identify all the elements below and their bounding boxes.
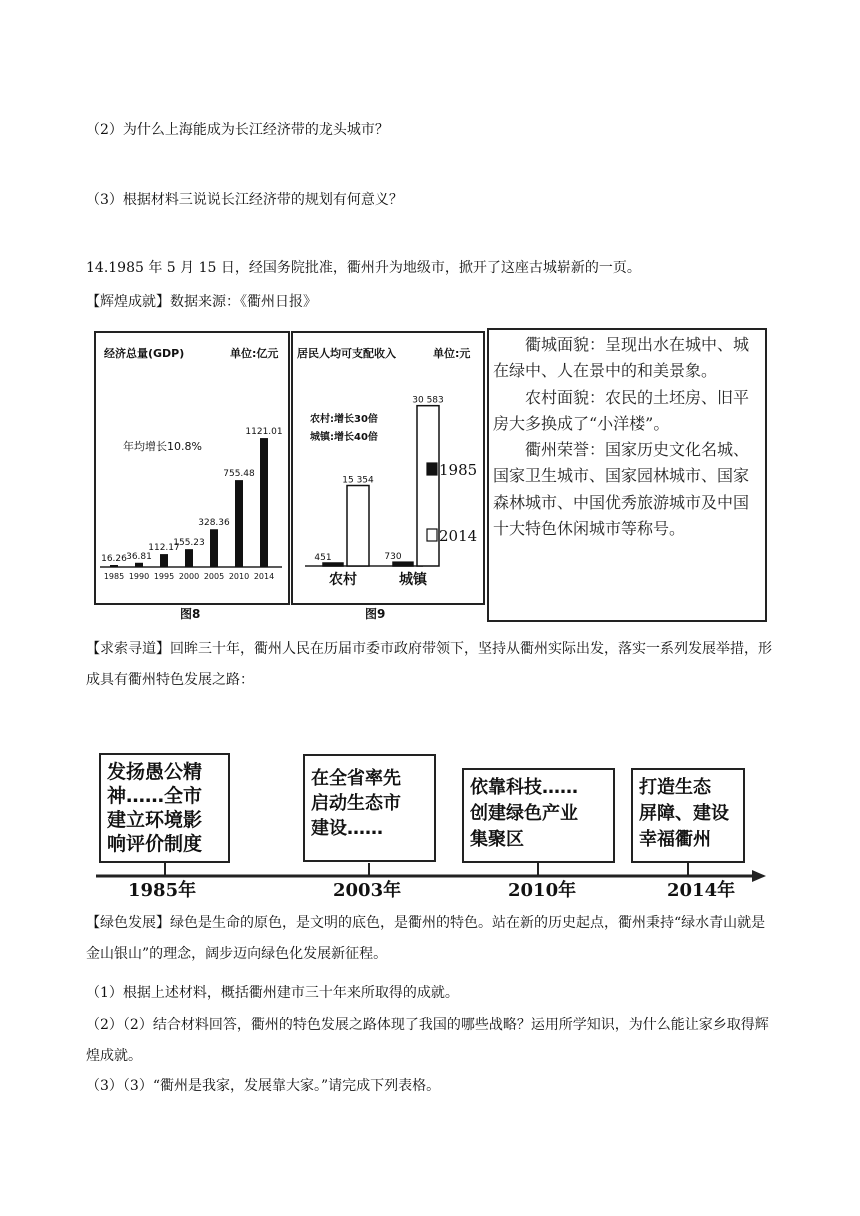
income-value-label: 30 583: [412, 395, 444, 406]
income-urban-growth: 城镇:增长40倍: [310, 432, 378, 443]
income-value-label: 730: [384, 552, 402, 563]
timeline-2010-line-3: 集聚区: [470, 829, 524, 850]
gdp-category-label: 2005: [203, 572, 225, 581]
income-bar: [323, 563, 343, 566]
description-rural: 农村面貌：农民的土坯房、旧平房大多换成了“小洋楼”。: [493, 387, 750, 433]
timeline-2014-line-1: 打造生态: [639, 777, 711, 798]
gdp-value-label: 755.48: [223, 469, 255, 480]
income-rural-growth: 农村:增长30倍: [310, 414, 378, 425]
timeline-year-2010: 2010年: [508, 880, 577, 901]
income-bar: [393, 562, 413, 566]
gdp-bar: [210, 529, 218, 567]
description-honors: 衢州荣誉：国家历史文化名城、国家卫生城市、国家园林城市、国家森林城市、中国优秀旅游城市及中国十大特色休闲城市等称号。: [493, 440, 750, 539]
income-category-label: 城镇: [399, 572, 427, 588]
income-chart-title: 居民人均可支配收入: [297, 347, 396, 360]
gdp-category-label: 2000: [178, 572, 200, 581]
income-value-label: 451: [314, 553, 332, 563]
gdp-bar: [160, 554, 168, 567]
income-legend-label: 1985: [439, 461, 478, 479]
gdp-category-label: 1995: [153, 572, 175, 581]
income-legend-swatch: [427, 463, 437, 475]
timeline-year-2014: 2014年: [667, 880, 736, 901]
gdp-category-label: 1985: [103, 572, 125, 581]
gdp-value-label: 1121.01: [245, 427, 283, 438]
gdp-value-label: 155.23: [173, 538, 205, 549]
timeline-box-2010: [462, 768, 615, 863]
income-bar: [417, 406, 439, 566]
gdp-bar: [235, 480, 243, 567]
timeline-2003-line-1: 在全省率先: [311, 768, 401, 789]
income-bar: [347, 486, 369, 566]
gdp-value-label: 328.36: [198, 518, 230, 529]
income-chart: [293, 333, 481, 601]
gdp-bar: [135, 563, 143, 567]
subquestion-3: （3）（3）“衢州是我家，发展靠大家。”请完成下列表格。: [86, 1078, 441, 1094]
timeline-1985-line-4: 响评价制度: [107, 833, 203, 855]
timeline-box-2014: [631, 768, 745, 863]
timeline-1985-line-2: 神……全市: [107, 785, 203, 807]
timeline-1985-line-1: 发扬愚公精: [107, 761, 203, 783]
gdp-value-label: 36.81: [126, 551, 152, 562]
gdp-bar: [185, 549, 193, 567]
gdp-growth-annotation: 年均增长10.8%: [123, 440, 202, 453]
description-text: [493, 332, 757, 542]
gdp-bar: [110, 565, 118, 567]
income-legend-swatch: [427, 529, 437, 541]
figure-9-caption: 图9: [365, 607, 386, 621]
gdp-chart-title: 经济总量(GDP): [104, 347, 185, 360]
income-legend-label: 2014: [439, 527, 478, 545]
timeline-box-1985: [99, 753, 230, 863]
timeline-2014-line-3: 幸福衢州: [639, 829, 711, 850]
gdp-value-label: 16.26: [101, 554, 127, 564]
subquestion-1: （1）根据上述材料，概括衢州建市三十年来所取得的成就。: [86, 985, 459, 1001]
section-green-development: 【绿色发展】绿色是生命的原色，是文明的底色，是衢州的特色。站在新的历史起点，衢州秉持“绿水青山就是金山银山”的理念，阔步迈向绿色化发展新征程。: [86, 915, 766, 962]
timeline-2003-line-3: 建设……: [311, 818, 383, 839]
gdp-category-label: 2014: [253, 572, 275, 581]
timeline-year-1985: 1985年: [128, 880, 197, 901]
section-exploration: 【求索寻道】回眸三十年，衢州人民在历届市委市政府带领下，坚持从衢州实际出发，落实一系列发展举措，形成具有衢州特色发展之路：: [86, 641, 772, 688]
question-14-intro: 14.1985 年 5 月 15 日，经国务院批准，衢州升为地级市，掀开了这座古城崭新的一页。: [86, 260, 641, 276]
timeline-year-2003: 2003年: [333, 880, 402, 901]
timeline-box-2003: [303, 754, 436, 862]
timeline-2010-line-1: 依靠科技……: [470, 777, 578, 798]
timeline-2010-line-2: 创建绿色产业: [470, 803, 578, 824]
timeline-2014-line-2: 屏障、建设: [639, 803, 729, 824]
gdp-category-label: 2010: [228, 572, 250, 581]
question-2: （2）为什么上海能成为长江经济带的龙头城市？: [86, 122, 389, 138]
section-achievements: 【辉煌成就】数据来源：《衢州日报》: [86, 294, 317, 310]
figure-8-caption: 图8: [180, 607, 201, 621]
subquestion-2: （2）（2）结合材料回答，衢州的特色发展之路体现了我国的哪些战略？运用所学知识，为什么能让家乡取得辉煌成就。: [86, 1017, 769, 1064]
description-city: 衢城面貌：呈现出水在城中、城在绿中、人在景中的和美景象。: [493, 335, 750, 381]
income-value-label: 15 354: [342, 475, 374, 486]
gdp-bar: [260, 438, 268, 567]
income-category-label: 农村: [329, 572, 357, 588]
question-3: （3）根据材料三说说长江经济带的规划有何意义？: [86, 192, 403, 208]
gdp-chart-unit: 单位:亿元: [230, 347, 279, 360]
gdp-value-label: 112.17: [148, 543, 180, 554]
gdp-category-label: 1990: [128, 572, 150, 581]
timeline-1985-line-3: 建立环境影: [107, 809, 203, 831]
gdp-chart: [96, 333, 286, 601]
income-chart-unit: 单位:元: [433, 347, 471, 360]
timeline-2003-line-2: 启动生态市: [311, 793, 401, 814]
